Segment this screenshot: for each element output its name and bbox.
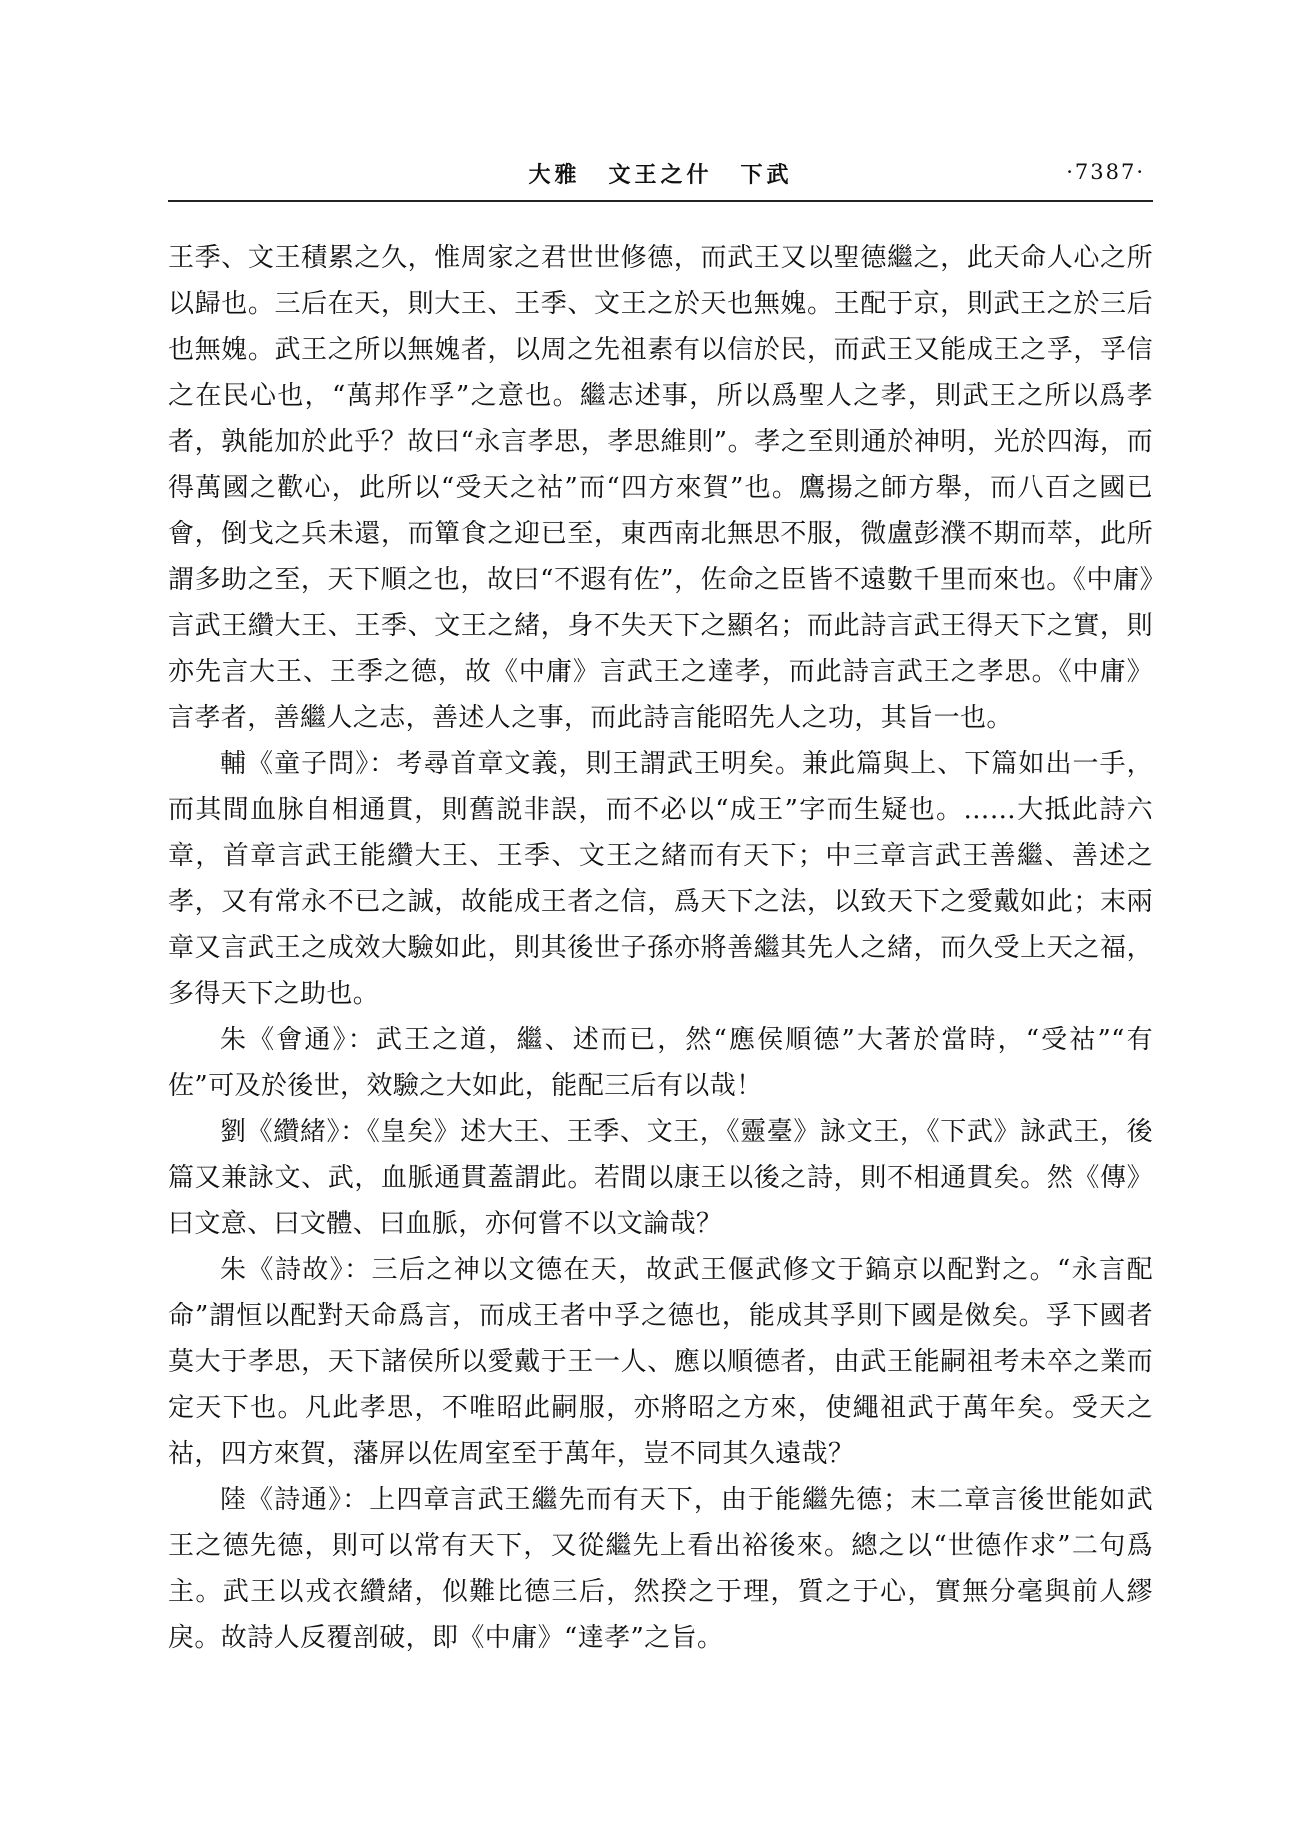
commentary-body xyxy=(168,235,1153,1661)
running-header xyxy=(168,158,1153,208)
header-section-minor: 文王之什 xyxy=(608,162,713,188)
paragraph-zhu-shigu: 朱《詩故》：三后之神以文德在天，故武王偃武修文于鎬京以配對之。“永言配命”謂恒以配對天命爲言，而成王者中孚之德也，能成其孚則下國是傚矣。孚下國者莫大于孝思，天下諸侯所以愛戴于王一人、應以順德者，由武王能嗣祖考未卒之業而定天下也。凡此孝思，不唯昭此嗣服，亦將昭之方來，使繩祖武于萬年矣。受天之祜，四方來賀，藩屏以佐周室至于萬年，豈不同其久遠哉？ xyxy=(168,1255,1153,1469)
paragraph-liu-zuanxu: 劉《纘緒》：《皇矣》述大王、王季、文王，《靈臺》詠文王，《下武》詠武王，後篇又兼詠文、武，血脈通貫蓋謂此。若間以康王以後之詩，則不相通貫矣。然《傳》曰文意、曰文體、曰血脈，亦何嘗不以文論哉？ xyxy=(168,1117,1153,1239)
paragraph-lu-shitong: 陸《詩通》：上四章言武王繼先而有天下，由于能繼先德；末二章言後世能如武王之德先德，則可以常有天下，又從繼先上看出裕後來。總之以“世德作求”二句爲主。武王以戎衣纘緒，似難比德三后，然揆之于理，質之于心，實無分毫與前人繆戾。故詩人反覆剖破，即《中庸》“達孝”之旨。 xyxy=(168,1485,1153,1653)
paragraph-fu-tongzi-wen: 輔《童子問》：考尋首章文義，則王謂武王明矣。兼此篇與上、下篇如出一手，而其間血脉自相通貫，則舊説非誤，而不必以“成王”字而生疑也。……大抵此詩六章，首章言武王能纘大王、王季、文王之緒而有天下；中三章言武王善繼、善述之孝，又有常永不已之誠，故能成王者之信，爲天下之法，以致天下之愛戴如此；末兩章又言武王之成效大驗如此，則其後世子孫亦將善繼其先人之緒，而久受上天之福，多得天下之助也。 xyxy=(168,749,1153,1009)
page-number: ·7387· xyxy=(1066,160,1145,184)
paragraph-continuation: 王季、文王積累之久，惟周家之君世世修德，而武王又以聖德繼之，此天命人心之所以歸也。三后在天，則大王、王季、文王之於天也無媿。王配于京，則武王之於三后也無媿。武王之所以無媿者，以周之先祖素有以信於民，而武王又能成王之孚，孚信之在民心也，“萬邦作孚”之意也。繼志述事，所以爲聖人之孝，則武王之所以爲孝者，孰能加於此乎？故曰“永言孝思，孝思維則”。孝之至則通於神明，光於四海，而得萬國之歡心，此所以“受天之祜”而“四方來賀”也。鷹揚之師方舉，而八百之國已會，倒戈之兵未還，而簞食之迎已至，東西南北無思不服，微盧彭濮不期而萃，此所謂多助之至，天下順之也，故曰“不遐有佐”，佐命之臣皆不遠數千里而來也。《中庸》言武王纘大王、王季、文王之緒，身不失天下之顯名；而此詩言武王得天下之實，則亦先言大王、王季之德，故《中庸》言武王之達孝，而此詩言武王之孝思。《中庸》言孝者，善繼人之志，善述人之事，而此詩言能昭先人之功，其旨一也。 xyxy=(168,243,1153,733)
paragraph-zhu-huitong: 朱《會通》：武王之道，繼、述而已，然“應侯順德”大著於當時，“受祜”“有佐”可及於後世，效驗之大如此，能配三后有以哉！ xyxy=(168,1025,1153,1101)
header-poem-title: 下武 xyxy=(740,162,793,188)
header-rule xyxy=(168,200,1153,202)
header-section-title xyxy=(168,158,1153,189)
header-section-major: 大雅 xyxy=(528,162,581,188)
